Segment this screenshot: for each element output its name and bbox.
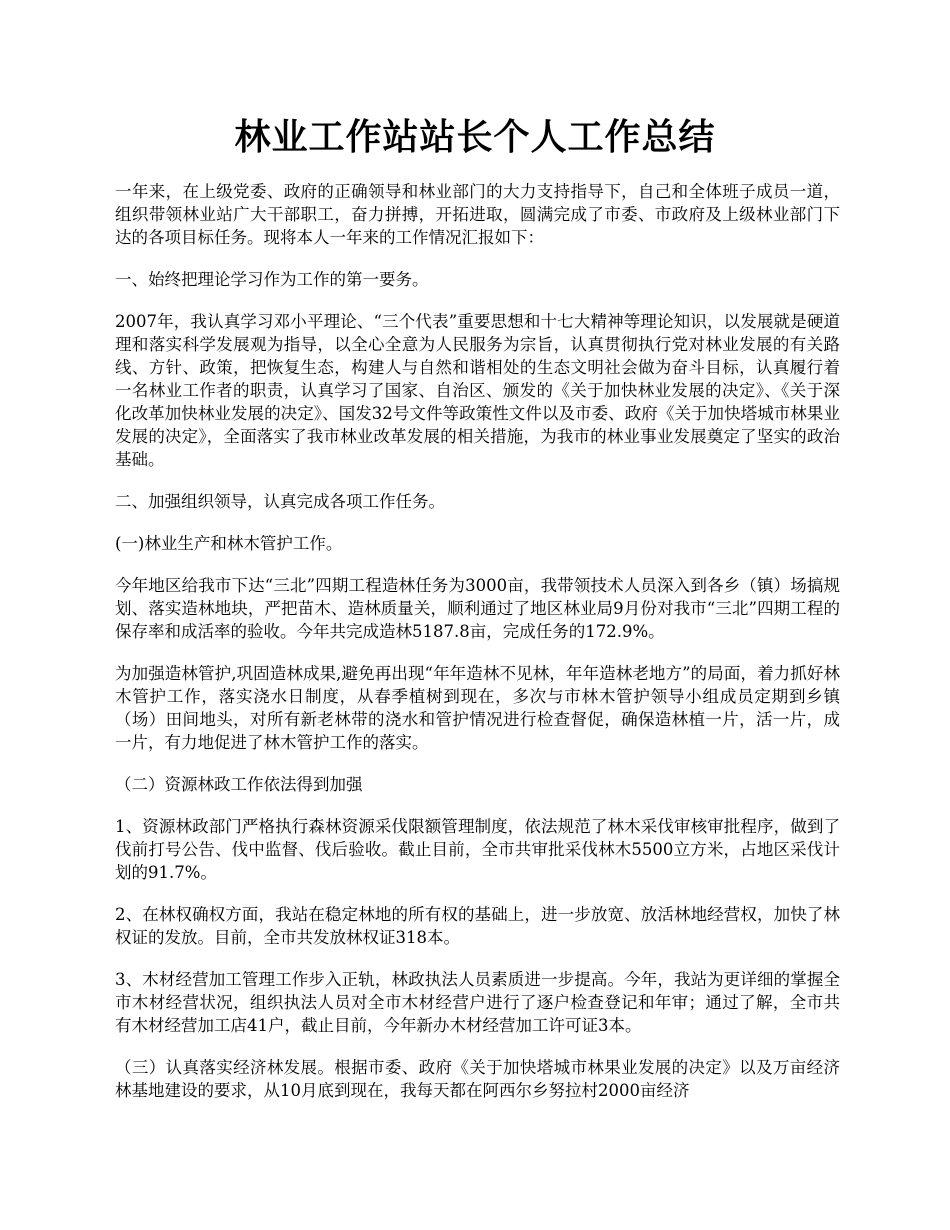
afforestation-paragraph: 今年地区给我市下达“三北”四期工程造林任务为3000亩，我带领技术人员深入到各乡（镇）场搞规划、落实造林地块，严把苗木、造林质量关，顺利通过了地区林业局9月份对我市“三北”四期工程的保存率和成活率的验收。今年共完成造林5187.8亩，完成任务的172.9%。 bbox=[115, 576, 840, 641]
section-heading-1: 一、始终把理论学习作为工作的第一要务。 bbox=[115, 270, 429, 289]
forest-protection-paragraph: 为加强造林管护,巩固造林成果,避免再出现“年年造林不见林，年年造林老地方”的局面，着力抓好林木管护工作，落实浇水日制度，从春季植树到现在，多次与市林木管护领导小组成员定期到乡镇（场）田间地头，对所有新老林带的浇水和管护情况进行检查督促，确保造林植一片，活一片，成一片，有力地促进了林木管护工作的落实。 bbox=[115, 664, 840, 752]
document-body bbox=[115, 180, 840, 1121]
intro-paragraph: 一年来，在上级党委、政府的正确领导和林业部门的大力支持指导下，自己和全体班子成员一道，组织带领林业站广大干部职工，奋力拼搏，开拓进取，圆满完成了市委、市政府及上级林业部门下达的各项目标任务。现将本人一年来的工作情况汇报如下： bbox=[115, 182, 840, 247]
logging-management-paragraph: 1、资源林政部门严格执行森林资源采伐限额管理制度，依法规范了林木采伐审核审批程序，做到了伐前打号公告、伐中监督、伐后验收。截止目前，全市共审批采伐林木5500立方米，占地区采伐计划的91.7%。 bbox=[115, 817, 840, 882]
document-title: 林业工作站站长个人工作总结 bbox=[234, 116, 716, 158]
theory-study-paragraph: 2007年，我认真学习邓小平理论、“三个代表”重要思想和十七大精神等理论知识，以发展就是硬道理和落实科学发展观为指导，以全心全意为人民服务为宗旨，认真贯彻执行党对林业发展的有关路线、方针、政策，把恢复生态，构建人与自然和谐相处的生态文明社会做为奋斗目标，认真履行着一名林业工作者的职责，认真学习了国家、自治区、颁发的《关于加快林业发展的决定》、《关于深化改革加快林业发展的决定》、国发32号文件等政策性文件以及市委、政府《关于加快塔城市林果业发展的决定》，全面落实了我市林业改革发展的相关措施，为我市的林业事业发展奠定了坚实的政治基础。 bbox=[115, 312, 840, 469]
economic-forest-paragraph: （三）认真落实经济林发展。根据市委、政府《关于加快塔城市林果业发展的决定》以及万亩经济林基地建设的要求，从10月底到现在，我每天都在阿西尔乡努拉村2000亩经济 bbox=[115, 1058, 840, 1100]
section-heading-2: 二、加强组织领导，认真完成各项工作任务。 bbox=[115, 492, 445, 511]
forest-rights-paragraph: 2、在林权确权方面，我站在稳定林地的所有权的基础上，进一步放宽、放活林地经营权，加快了林权证的发放。目前，全市共发放林权证318本。 bbox=[115, 905, 840, 947]
subsection-heading-1: (一)林业生产和林木管护工作。 bbox=[115, 534, 343, 553]
timber-business-paragraph: 3、木材经营加工管理工作步入正轨，林政执法人员素质进一步提高。今年，我站为更详细的掌握全市木材经营状况，组织执法人员对全市木材经营户进行了逐户检查登记和年审；通过了解，全市共有木材经营加工店41户，截止目前，今年新办木材经营加工许可证3本。 bbox=[115, 970, 840, 1035]
subsection-heading-2: （二）资源林政工作依法得到加强 bbox=[115, 775, 363, 794]
